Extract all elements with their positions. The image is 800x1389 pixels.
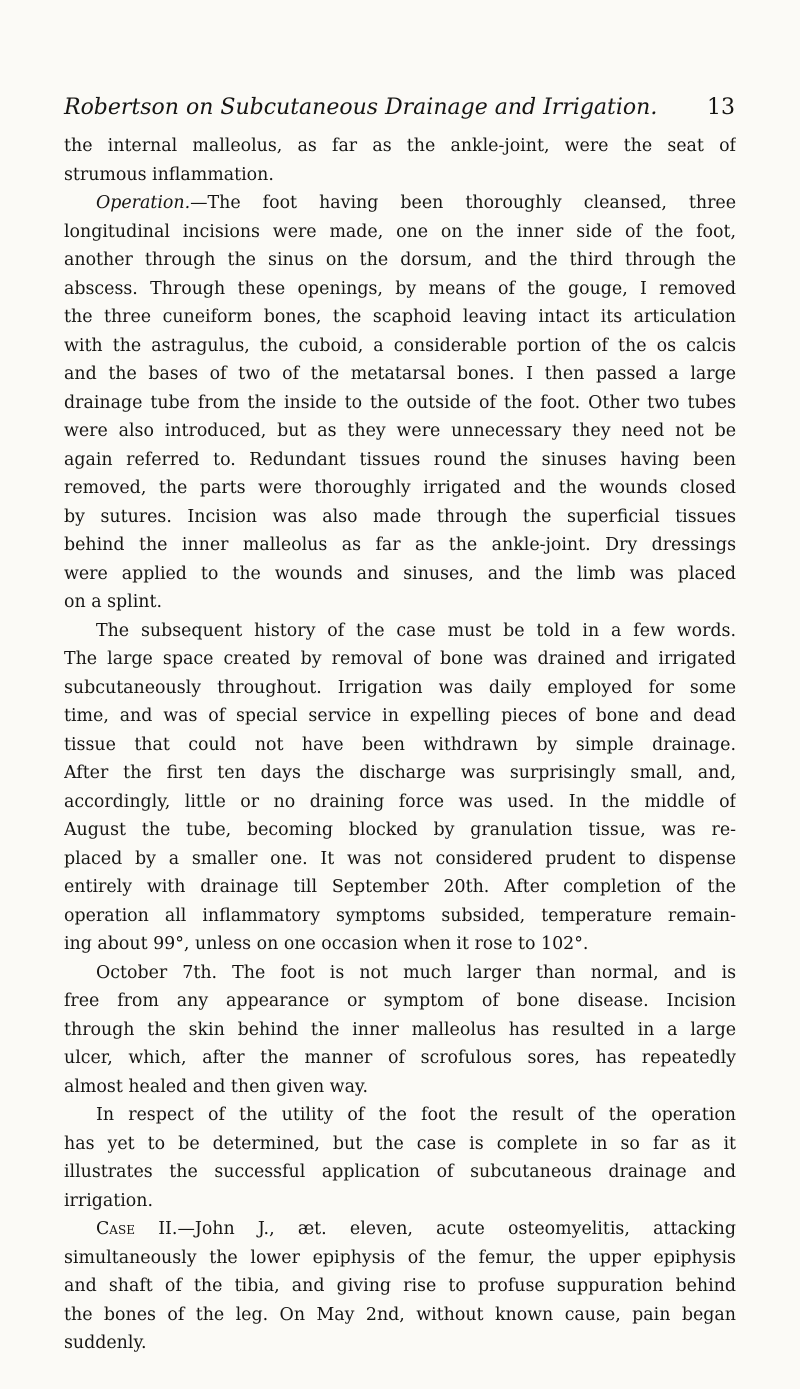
line-text: the internal malleolus, as far as the ankle-joint, were the seat of xyxy=(64,136,736,156)
text-line xyxy=(64,446,736,475)
running-title: Robertson on Subcutaneous Drainage and Irrigation. xyxy=(64,95,658,120)
line-text: another through the sinus on the dorsum, and the third through the xyxy=(64,250,736,270)
line-text: accordingly, little or no draining force was used. In the middle of xyxy=(64,791,736,812)
text-line xyxy=(64,1101,736,1130)
case-heading: Case xyxy=(96,1219,135,1239)
line-text: through the skin behind the inner malleolus has resulted in a large xyxy=(64,1019,736,1040)
line-text: again referred to. Redundant tissues round the sinuses having been xyxy=(64,449,736,470)
line-text: In respect of the utility of the foot the result of the operation xyxy=(96,1105,736,1125)
line-text: the three cuneiform bones, the scaphoid leaving intact its articulation xyxy=(64,307,736,327)
text-line xyxy=(64,1130,736,1159)
line-text: behind the inner malleolus as far as the ankle-joint. Dry dressings xyxy=(64,535,736,555)
line-text: August the tube, becoming blocked by granulation tissue, was re- xyxy=(64,820,736,840)
text-line xyxy=(64,1244,736,1273)
line-text: After the first ten days the discharge was surprisingly small, and, xyxy=(64,763,736,783)
text-line xyxy=(64,845,736,874)
text-line xyxy=(64,902,736,931)
line-text: has yet to be determined, but the case is complete in so far as it xyxy=(64,1133,736,1154)
text-line xyxy=(64,702,736,731)
text-line xyxy=(64,161,736,190)
line-text: entirely with drainage till September 20th. After completion of the xyxy=(64,877,736,897)
page-number: 13 xyxy=(707,95,735,120)
line-text: abscess. Through these openings, by means of the gouge, I removed xyxy=(64,278,736,299)
line-text: on a splint. xyxy=(64,592,162,612)
text-line xyxy=(64,873,736,902)
text-line xyxy=(64,1073,736,1102)
text-line xyxy=(64,218,736,247)
line-text: October 7th. The foot is not much larger than normal, and is xyxy=(96,962,736,983)
text-line xyxy=(64,474,736,503)
line-text: time, and was of special service in expelling pieces of bone and dead xyxy=(64,706,736,726)
text-line xyxy=(64,930,736,959)
text-line xyxy=(64,503,736,532)
text-line xyxy=(64,1187,736,1216)
text-line xyxy=(64,360,736,389)
text-line xyxy=(64,303,736,332)
section-lead: Operation. xyxy=(96,193,191,213)
text-line xyxy=(64,1215,736,1244)
line-text: free from any appearance or symptom of bone disease. Incision xyxy=(64,991,736,1011)
text-line xyxy=(64,132,736,161)
line-text: strumous inflammation. xyxy=(64,164,274,185)
line-text: longitudinal incisions were made, one on the inner side of the foot, xyxy=(64,221,736,242)
running-header xyxy=(64,95,740,120)
line-text: illustrates the successful application of subcutaneous drainage and xyxy=(64,1162,736,1182)
line-text: The subsequent history of the case must be told in a few words. xyxy=(96,620,736,641)
text-line xyxy=(64,1044,736,1073)
line-text: were also introduced, but as they were unnecessary they need not be xyxy=(64,421,736,441)
line-text: irrigation. xyxy=(64,1190,153,1211)
line-text: the bones of the leg. On May 2nd, without known cause, pain began xyxy=(64,1304,736,1325)
text-line xyxy=(64,189,736,218)
text-line xyxy=(64,588,736,617)
line-text: with the astragulus, the cuboid, a considerable portion of the os calcis xyxy=(64,335,736,356)
text-line xyxy=(64,788,736,817)
text-line xyxy=(64,645,736,674)
line-text: and the bases of two of the metatarsal bones. I then passed a large xyxy=(64,364,736,384)
line-text: drainage tube from the inside to the outside of the foot. Other two tubes xyxy=(64,392,736,413)
line-text: removed, the parts were thoroughly irrigated and the wounds closed xyxy=(64,478,736,498)
line-text: subcutaneously throughout. Irrigation was daily employed for some xyxy=(64,677,736,698)
text-line xyxy=(64,246,736,275)
text-line xyxy=(64,531,736,560)
text-line xyxy=(64,1158,736,1187)
line-text: ing about 99°, unless on one occasion when it rose to 102°. xyxy=(64,934,589,954)
line-text: placed by a smaller one. It was not considered prudent to dispense xyxy=(64,848,736,869)
text-line xyxy=(64,617,736,646)
text-line xyxy=(64,1272,736,1301)
text-line xyxy=(64,332,736,361)
line-text: by sutures. Incision was also made through the superficial tissues xyxy=(64,506,736,527)
line-text: almost healed and then given way. xyxy=(64,1076,368,1097)
text-line xyxy=(64,987,736,1016)
text-line xyxy=(64,1329,736,1358)
text-line xyxy=(64,759,736,788)
line-text: II.—John J., æt. eleven, acute osteomyelitis, attacking xyxy=(134,1219,736,1239)
text-line xyxy=(64,389,736,418)
line-text: ulcer, which, after the manner of scrofulous sores, has repeatedly xyxy=(64,1048,736,1068)
line-text: suddenly. xyxy=(64,1333,147,1353)
text-line xyxy=(64,417,736,446)
text-line xyxy=(64,1016,736,1045)
line-text: simultaneously the lower epiphysis of the femur, the upper epiphysis xyxy=(64,1247,736,1268)
text-line xyxy=(64,674,736,703)
text-line xyxy=(64,816,736,845)
text-line xyxy=(64,959,736,988)
body-text xyxy=(64,132,736,1358)
text-line xyxy=(64,1301,736,1330)
line-text: tissue that could not have been withdrawn by simple drainage. xyxy=(64,734,736,755)
text-line xyxy=(64,731,736,760)
line-text: were applied to the wounds and sinuses, and the limb was placed xyxy=(64,563,736,584)
line-text: operation all inflammatory symptoms subsided, temperature remain- xyxy=(64,905,736,926)
text-line xyxy=(64,560,736,589)
line-text: The large space created by removal of bone was drained and irrigated xyxy=(64,649,736,669)
line-text: and shaft of the tibia, and giving rise to profuse suppuration behind xyxy=(64,1276,736,1296)
line-text: —The foot having been thoroughly cleansed, three xyxy=(190,193,736,213)
text-line xyxy=(64,275,736,304)
